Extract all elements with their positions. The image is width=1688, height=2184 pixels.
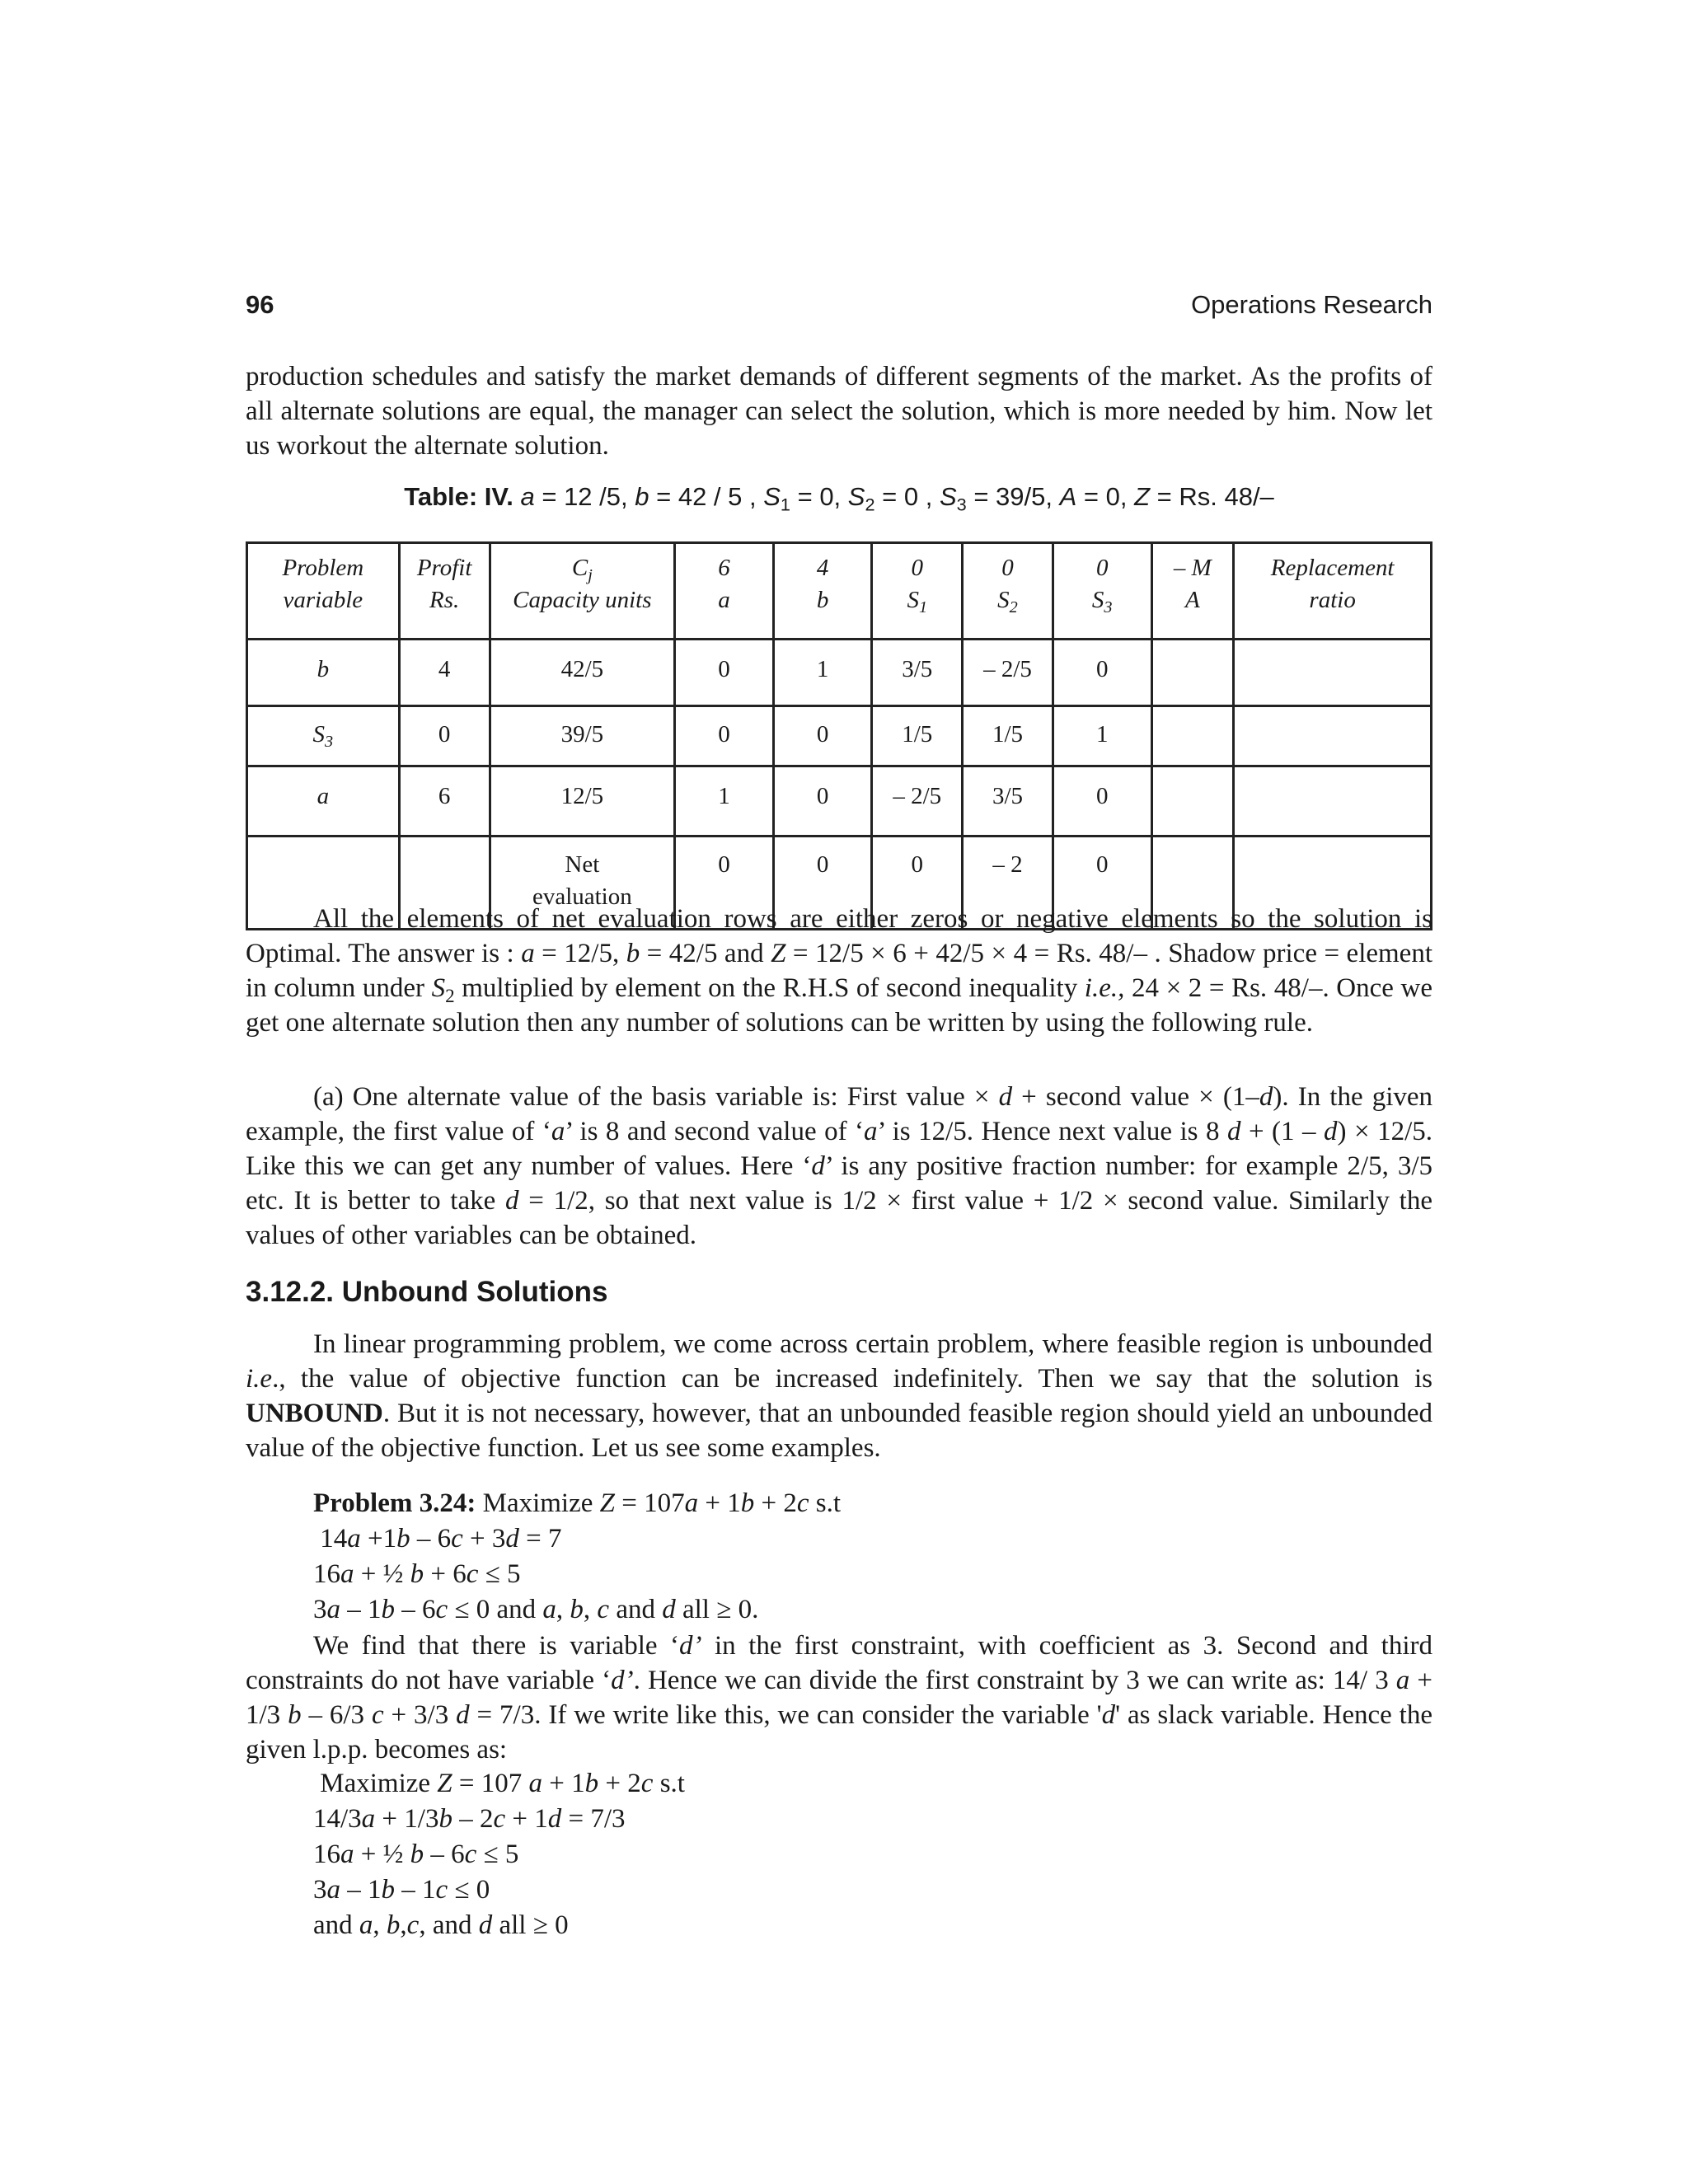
variable-subscript: 3 xyxy=(325,733,334,752)
header-line: 0 xyxy=(1001,555,1014,581)
header-line: variable xyxy=(283,587,363,613)
cell-s1: – 2/5 xyxy=(872,766,963,837)
cell-variable: b xyxy=(247,640,400,706)
section-heading: 3.12.2. Unbound Solutions xyxy=(246,1276,608,1308)
table-caption-text xyxy=(520,482,1274,515)
caption-part: S xyxy=(939,482,957,511)
cell-b: 1 xyxy=(773,640,872,706)
cell-profit: 0 xyxy=(399,706,490,766)
optimal-paragraph: All the elements of net evaluation rows are either zeros or negative elements so the solution is Optimal. The answer is : a = 12/5, b = 42/5 and Z = 12/5 × 6 + 42/5 × 4 = Rs. 48/– . Shadow price = element in column under $S_2$ multiplied by element on the R.H.S of second inequality i.e., 24 × 2 = Rs. 48/–. Once we get one alternate solution then any number of solutions can be written by using the following rule. xyxy=(246,904,1432,1038)
caption-part: 3 xyxy=(956,494,967,515)
unbound-paragraph: In linear programming problem, we come across certain problem, where feasible region is unbounded i.e., the value of objective function can be increased indefinitely. Then we say that the solution is UNBOUND. But it is not necessary, however, that an unbounded feasible region should yield an unbounded value of the objective function. Let us see some examples. xyxy=(246,1329,1432,1463)
lpp-line: and a, b,c, and d all ≥ 0 xyxy=(313,1910,569,1940)
cell-variable: $S_3$ xyxy=(247,706,400,766)
caption-part: b xyxy=(635,482,649,511)
cell-capacity: 42/5 xyxy=(490,640,675,706)
lpp-line: 14/3a + 1/3b – 2c + 1d = 7/3 xyxy=(313,1804,626,1834)
slack-paragraph: We find that there is variable ‘d’ in the first constraint, with coefficient as 3. Second and third constraints do not have variable ‘d’. Hence we can divide the first constraint by 3 we can write as: 14/ 3 a + 1/3 b – 6/3 c + 3/3 d = 7/3. If we write like this, we can consider the variable 'd' as slack variable. Hence the given l.p.p. becomes as: xyxy=(246,1631,1432,1765)
header-line: Capacity units xyxy=(513,587,652,613)
header-cell xyxy=(399,543,490,640)
intro-paragraph: production schedules and satisfy the market demands of different segments of the market. As the profits of all alternate solutions are equal, the manager can select the solution, which is more needed by him. Now let us workout the alternate solution. xyxy=(246,362,1432,461)
caption-part: S xyxy=(847,482,865,511)
lpp-line: 16a + ½ b – 6c ≤ 5 xyxy=(313,1840,519,1869)
problem-line: Problem 3.24: Maximize Z = 107a + 1b + 2c s.t xyxy=(313,1488,842,1518)
header-cell xyxy=(1151,543,1234,640)
caption-part: = 0 , xyxy=(874,482,940,511)
cell-s2: 3/5 xyxy=(963,766,1053,837)
running-title: Operations Research xyxy=(1191,290,1432,319)
header-line: – M xyxy=(1173,555,1212,581)
header-line: Replacement xyxy=(1270,555,1395,581)
cell-b: 0 xyxy=(773,706,872,766)
header-cell xyxy=(247,543,400,640)
cell-ratio xyxy=(1234,640,1432,706)
table-row xyxy=(247,766,1432,837)
net-cell-s2: – 2 xyxy=(963,837,1053,930)
problem-block xyxy=(313,1486,841,1628)
cell-s2: – 2/5 xyxy=(963,640,1053,706)
caption-part: 2 xyxy=(865,494,875,515)
header-line: a xyxy=(718,587,730,613)
cell-A xyxy=(1151,766,1234,837)
table-row xyxy=(247,706,1432,766)
cell-s1: 1/5 xyxy=(872,706,963,766)
cell-s3: 0 xyxy=(1053,766,1151,837)
net-cell-s1: 0 xyxy=(872,837,963,930)
net-cell-a: 0 xyxy=(675,837,774,930)
caption-part: S xyxy=(763,482,781,511)
header-subscript: j xyxy=(588,566,593,585)
cell-s3: 0 xyxy=(1053,640,1151,706)
rule-paragraph: (a) One alternate value of the basis variable is: First value × d + second value × (1–d). In the given example, the first value of ‘a’ is 8 and second value of ‘a’ is 12/5. Hence next value is 8 d + (1 – d) × 12/5. Like this we can get any number of values. Here ‘d’ is any positive fraction number: for example 2/5, 3/5 etc. It is better to take d = 1/2, so that next value is 1/2 × first value + 1/2 × second value. Similarly the values of other variables can be obtained. xyxy=(246,1082,1433,1250)
caption-part: = 0, xyxy=(790,482,848,511)
problem-line: 16a + ½ b + 6c ≤ 5 xyxy=(313,1559,521,1589)
problem-label: Problem 3.24: xyxy=(313,1488,476,1518)
header-cell xyxy=(490,543,675,640)
cell-capacity: 39/5 xyxy=(490,706,675,766)
caption-part: = Rs. 48/– xyxy=(1150,482,1274,511)
problem-line: 3a – 1b – 6c ≤ 0 and a, b, c and d all ≥ 0. xyxy=(313,1595,759,1624)
cell-a: 1 xyxy=(675,766,774,837)
page-header xyxy=(246,290,1432,326)
header-line: Problem xyxy=(282,555,364,581)
header-line: Profit xyxy=(416,555,472,581)
lpp-line: 3a – 1b – 1c ≤ 0 xyxy=(313,1875,490,1905)
caption-part: A xyxy=(1059,482,1077,511)
cell-s1: 3/5 xyxy=(872,640,963,706)
header-line: 0 xyxy=(1095,555,1109,581)
cell-s3: 1 xyxy=(1053,706,1151,766)
table-caption xyxy=(246,482,1432,515)
header-subscript: 2 xyxy=(1009,598,1018,617)
header-cell xyxy=(963,543,1053,640)
cell-ratio xyxy=(1234,706,1432,766)
header-line: $C_j$ xyxy=(571,555,593,585)
table-caption-label: Table: IV. xyxy=(404,482,513,511)
net-label-line: evaluation xyxy=(532,883,632,910)
header-cell xyxy=(872,543,963,640)
header-cell xyxy=(773,543,872,640)
header-line: $S_3$ xyxy=(1091,587,1113,617)
simplex-table xyxy=(246,541,1432,930)
header-subscript: 1 xyxy=(918,598,928,617)
header-line: b xyxy=(816,587,829,613)
table-header-row xyxy=(247,543,1432,640)
cell-b: 0 xyxy=(773,766,872,837)
caption-part: Z xyxy=(1134,482,1151,511)
caption-part: a xyxy=(520,482,535,511)
caption-part: = 39/5, xyxy=(966,482,1060,511)
header-line: $S_1$ xyxy=(907,587,928,617)
header-line: A xyxy=(1185,587,1200,613)
cell-variable: a xyxy=(247,766,400,837)
cell-a: 0 xyxy=(675,706,774,766)
net-cell-b: 0 xyxy=(773,837,872,930)
cell-A xyxy=(1151,640,1234,706)
header-subscript: 3 xyxy=(1104,598,1113,617)
caption-part: = 42 / 5 , xyxy=(649,482,764,511)
cell-profit: 6 xyxy=(399,766,490,837)
header-line: ratio xyxy=(1309,587,1356,613)
header-line: $S_2$ xyxy=(997,587,1018,617)
reformulated-lpp xyxy=(313,1766,685,1943)
net-cell-s3: 0 xyxy=(1053,837,1151,930)
header-cell xyxy=(1234,543,1432,640)
cell-profit: 4 xyxy=(399,640,490,706)
cell-a: 0 xyxy=(675,640,774,706)
cell-A xyxy=(1151,706,1234,766)
caption-part: 1 xyxy=(780,494,790,515)
header-line: 0 xyxy=(911,555,923,581)
cell-ratio xyxy=(1234,766,1432,837)
lpp-line: Maximize Z = 107 a + 1b + 2c s.t xyxy=(313,1769,685,1798)
header-cell xyxy=(1053,543,1151,640)
cell-capacity: 12/5 xyxy=(490,766,675,837)
page-number: 96 xyxy=(246,290,274,319)
table-row xyxy=(247,640,1432,706)
header-line: 4 xyxy=(816,555,829,581)
header-line: 6 xyxy=(718,555,730,581)
problem-line: 14a +1b – 6c + 3d = 7 xyxy=(313,1524,562,1554)
caption-part: = 0, xyxy=(1076,482,1135,511)
caption-part: = 12 /5, xyxy=(534,482,635,511)
cell-s2: 1/5 xyxy=(963,706,1053,766)
header-cell xyxy=(675,543,774,640)
net-label-line: Net xyxy=(565,851,600,878)
header-line: Rs. xyxy=(429,587,460,613)
